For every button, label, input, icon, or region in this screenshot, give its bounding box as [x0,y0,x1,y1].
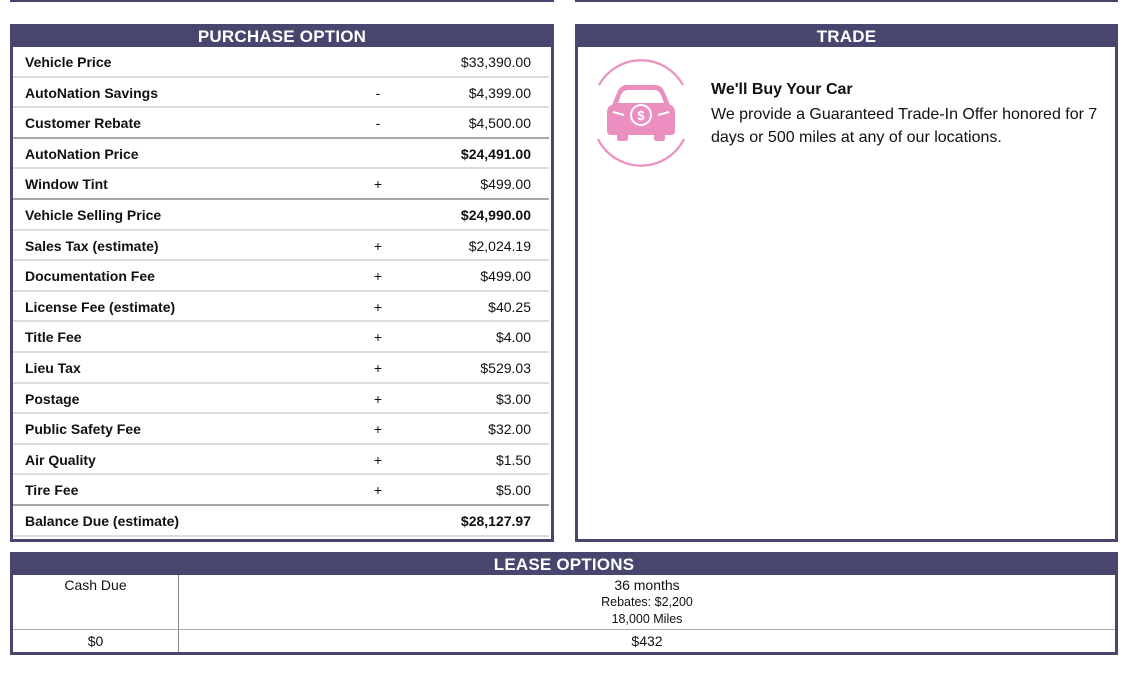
purchase-row [13,322,549,353]
row-label: Postage [25,390,80,407]
lease-miles: 18,000 Miles [611,612,683,626]
row-operator: + [373,390,383,407]
purchase-row [13,47,549,78]
svg-text:$: $ [637,108,645,123]
purchase-option-title: PURCHASE OPTION [13,27,551,47]
row-amount: $3.00 [495,390,531,407]
top-divider-right [575,0,1118,2]
purchase-row [13,414,549,445]
row-label: License Fee (estimate) [25,298,176,315]
purchase-row [13,200,549,231]
balance-due-row [13,506,549,537]
car-dollar-icon [591,59,691,167]
row-amount: $4.00 [495,329,531,346]
row-operator: - [375,115,381,132]
purchase-row [13,292,549,323]
purchase-row [13,139,549,170]
row-operator: + [373,176,383,193]
row-amount: $499.00 [480,268,531,285]
lease-table [13,575,1115,652]
row-operator: - [375,84,381,101]
row-label: Air Quality [25,451,96,468]
lease-payment: $432 [631,633,663,649]
purchase-row [13,78,549,109]
lease-rebates: Rebates: $2,200 [601,595,693,609]
trade-description: We provide a Guaranteed Trade-In Offer honored for 7 days or 500 miles at any of our locations. [711,106,1098,146]
row-label: Tire Fee [25,482,79,499]
row-label: Documentation Fee [25,268,155,285]
row-label: Sales Tax (estimate) [25,237,159,254]
trade-panel [575,24,1118,542]
row-label: Title Fee [25,329,82,346]
purchase-row [13,445,549,476]
row-amount: $40.25 [488,298,531,315]
row-operator: + [373,298,383,315]
row-operator: + [373,451,383,468]
row-amount: $2,024.19 [468,237,531,254]
purchase-table [13,47,549,537]
top-divider-left [10,0,554,2]
purchase-row [13,384,549,415]
purchase-row [13,353,549,384]
purchase-row [13,108,549,139]
row-label: Vehicle Price [25,54,112,70]
row-amount: $499.00 [480,176,531,193]
row-operator: + [373,329,383,346]
purchase-row [13,231,549,262]
row-operator: + [373,421,383,438]
row-operator: + [373,268,383,285]
row-amount: $1.50 [495,451,531,468]
purchase-option-panel [10,24,554,542]
row-label: Lieu Tax [25,359,81,376]
purchase-row [13,475,549,506]
row-amount: $24,990.00 [460,206,531,223]
row-amount: $4,399.00 [468,84,531,101]
row-operator: + [373,237,383,254]
row-operator: + [373,359,383,376]
purchase-row [13,169,549,200]
trade-title: TRADE [578,27,1115,47]
row-amount: $32.00 [488,421,531,438]
row-amount: $529.03 [480,359,531,376]
lease-term: 36 months [614,577,680,593]
row-label: AutoNation Savings [25,84,159,101]
lease-row-divider [13,629,1115,630]
row-amount: $33,390.00 [460,54,531,70]
row-label: Public Safety Fee [25,421,141,438]
trade-heading: We'll Buy Your Car [711,81,853,98]
row-label: Vehicle Selling Price [25,206,162,223]
row-operator: + [373,482,383,499]
row-amount: $5.00 [495,482,531,499]
cash-due-value: $0 [87,633,104,649]
lease-term-header [179,577,1115,628]
lease-options-panel [10,552,1118,655]
row-amount: $4,500.00 [468,115,531,132]
lease-options-title: LEASE OPTIONS [13,555,1115,575]
row-label: AutoNation Price [25,145,139,162]
row-label: Window Tint [25,176,108,193]
purchase-row [13,261,549,292]
row-label: Balance Due (estimate) [25,512,180,529]
row-amount: $28,127.97 [460,512,531,529]
row-amount: $24,491.00 [460,145,531,162]
row-label: Customer Rebate [25,115,141,132]
cash-due-label: Cash Due [64,577,127,593]
